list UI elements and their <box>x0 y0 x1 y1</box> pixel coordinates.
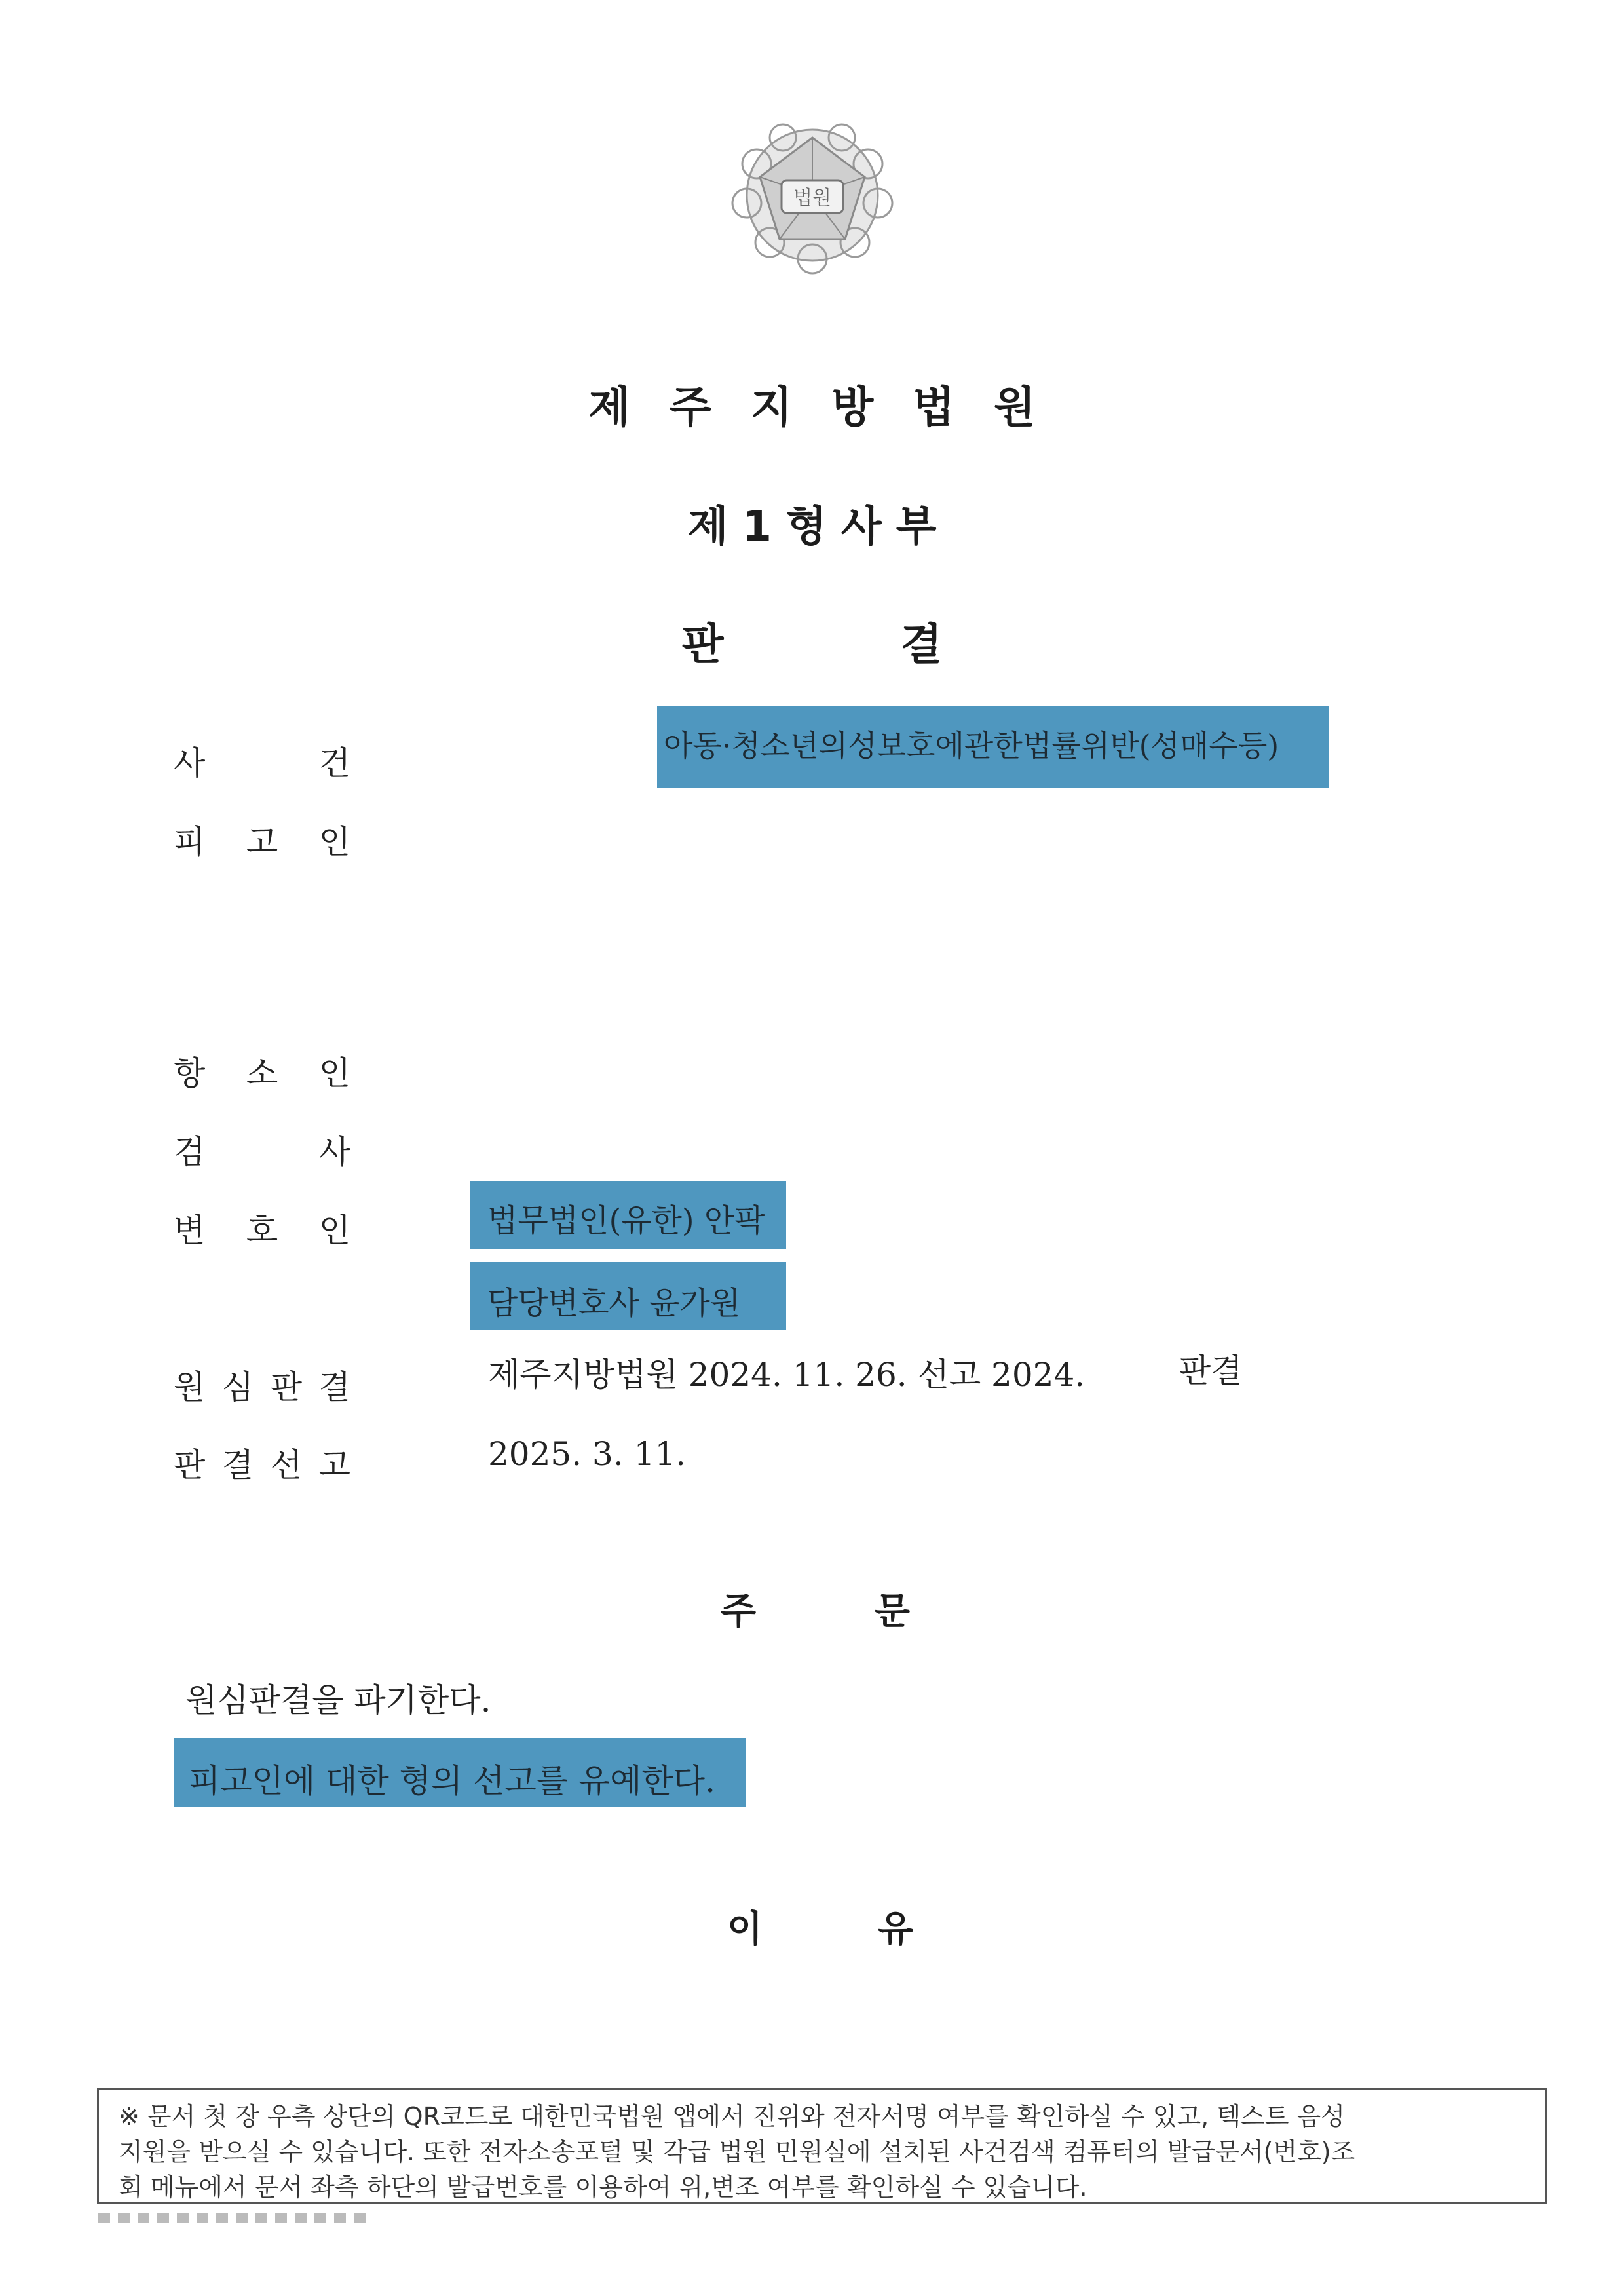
order-line-1: 원심판결을 파기한다. <box>185 1681 491 1719</box>
counsel-firm: 법무법인(유한) 안팍 <box>470 1181 786 1249</box>
verification-notice <box>97 2088 1547 2204</box>
court-emblem <box>717 111 907 275</box>
order-heading-right: 문 <box>875 1590 911 1633</box>
division-name: 제1형사부 <box>687 503 951 551</box>
counsel-label: 변 호 인 <box>174 1212 350 1250</box>
court-name: 제주지방법원 <box>588 382 1075 432</box>
document-title <box>0 609 1624 672</box>
prosecutor-label: 검 사 <box>174 1133 350 1171</box>
case-name-value: 아동·청소년의성보호에관한법률위반(성매수등) <box>657 706 1329 788</box>
order-heading-left: 주 <box>721 1590 757 1633</box>
case-label: 사 건 <box>174 744 350 782</box>
defendant-label: 피 고 인 <box>174 823 350 861</box>
emblem-text: 법원 <box>793 187 831 210</box>
document-title-right: 결 <box>900 619 943 670</box>
sentence-date-label: 판 결 선 고 <box>174 1446 350 1484</box>
notice-line-2: 지원을 받으실 수 있습니다. 또한 전자소송포털 및 각급 법원 민원실에 설치된 사건검색 컴퓨터의 발급문서(번호)조 <box>119 2137 1355 2166</box>
original-judgment-suffix: 판결 <box>1179 1352 1243 1390</box>
sentence-date-value: 2025. 3. 11. <box>488 1435 687 1473</box>
notice-line-1: ※ 문서 첫 장 우측 상단의 QR코드로 대한민국법원 앱에서 진위와 전자서명 여부를 확인하실 수 있고, 텍스트 음성 <box>119 2102 1345 2131</box>
issuance-code-strip <box>98 2213 373 2223</box>
counsel-attorney: 담당변호사 윤가원 <box>470 1262 786 1330</box>
original-judgment-value: 제주지방법원 2024. 11. 26. 선고 2024. <box>488 1356 1086 1394</box>
original-judgment-label: 원 심 판 결 <box>174 1368 350 1406</box>
order-line-2: 피고인에 대한 형의 선고를 유예한다. <box>174 1738 746 1807</box>
reason-heading-left: 이 <box>727 1908 763 1951</box>
notice-line-3: 회 메뉴에서 문서 좌측 하단의 발급번호를 이용하여 위,변조 여부를 확인하실 수 있습니다. <box>119 2173 1087 2202</box>
document-title-left: 판 <box>681 619 724 670</box>
appellant-label: 항 소 인 <box>174 1054 350 1092</box>
reason-heading-right: 유 <box>878 1908 914 1951</box>
